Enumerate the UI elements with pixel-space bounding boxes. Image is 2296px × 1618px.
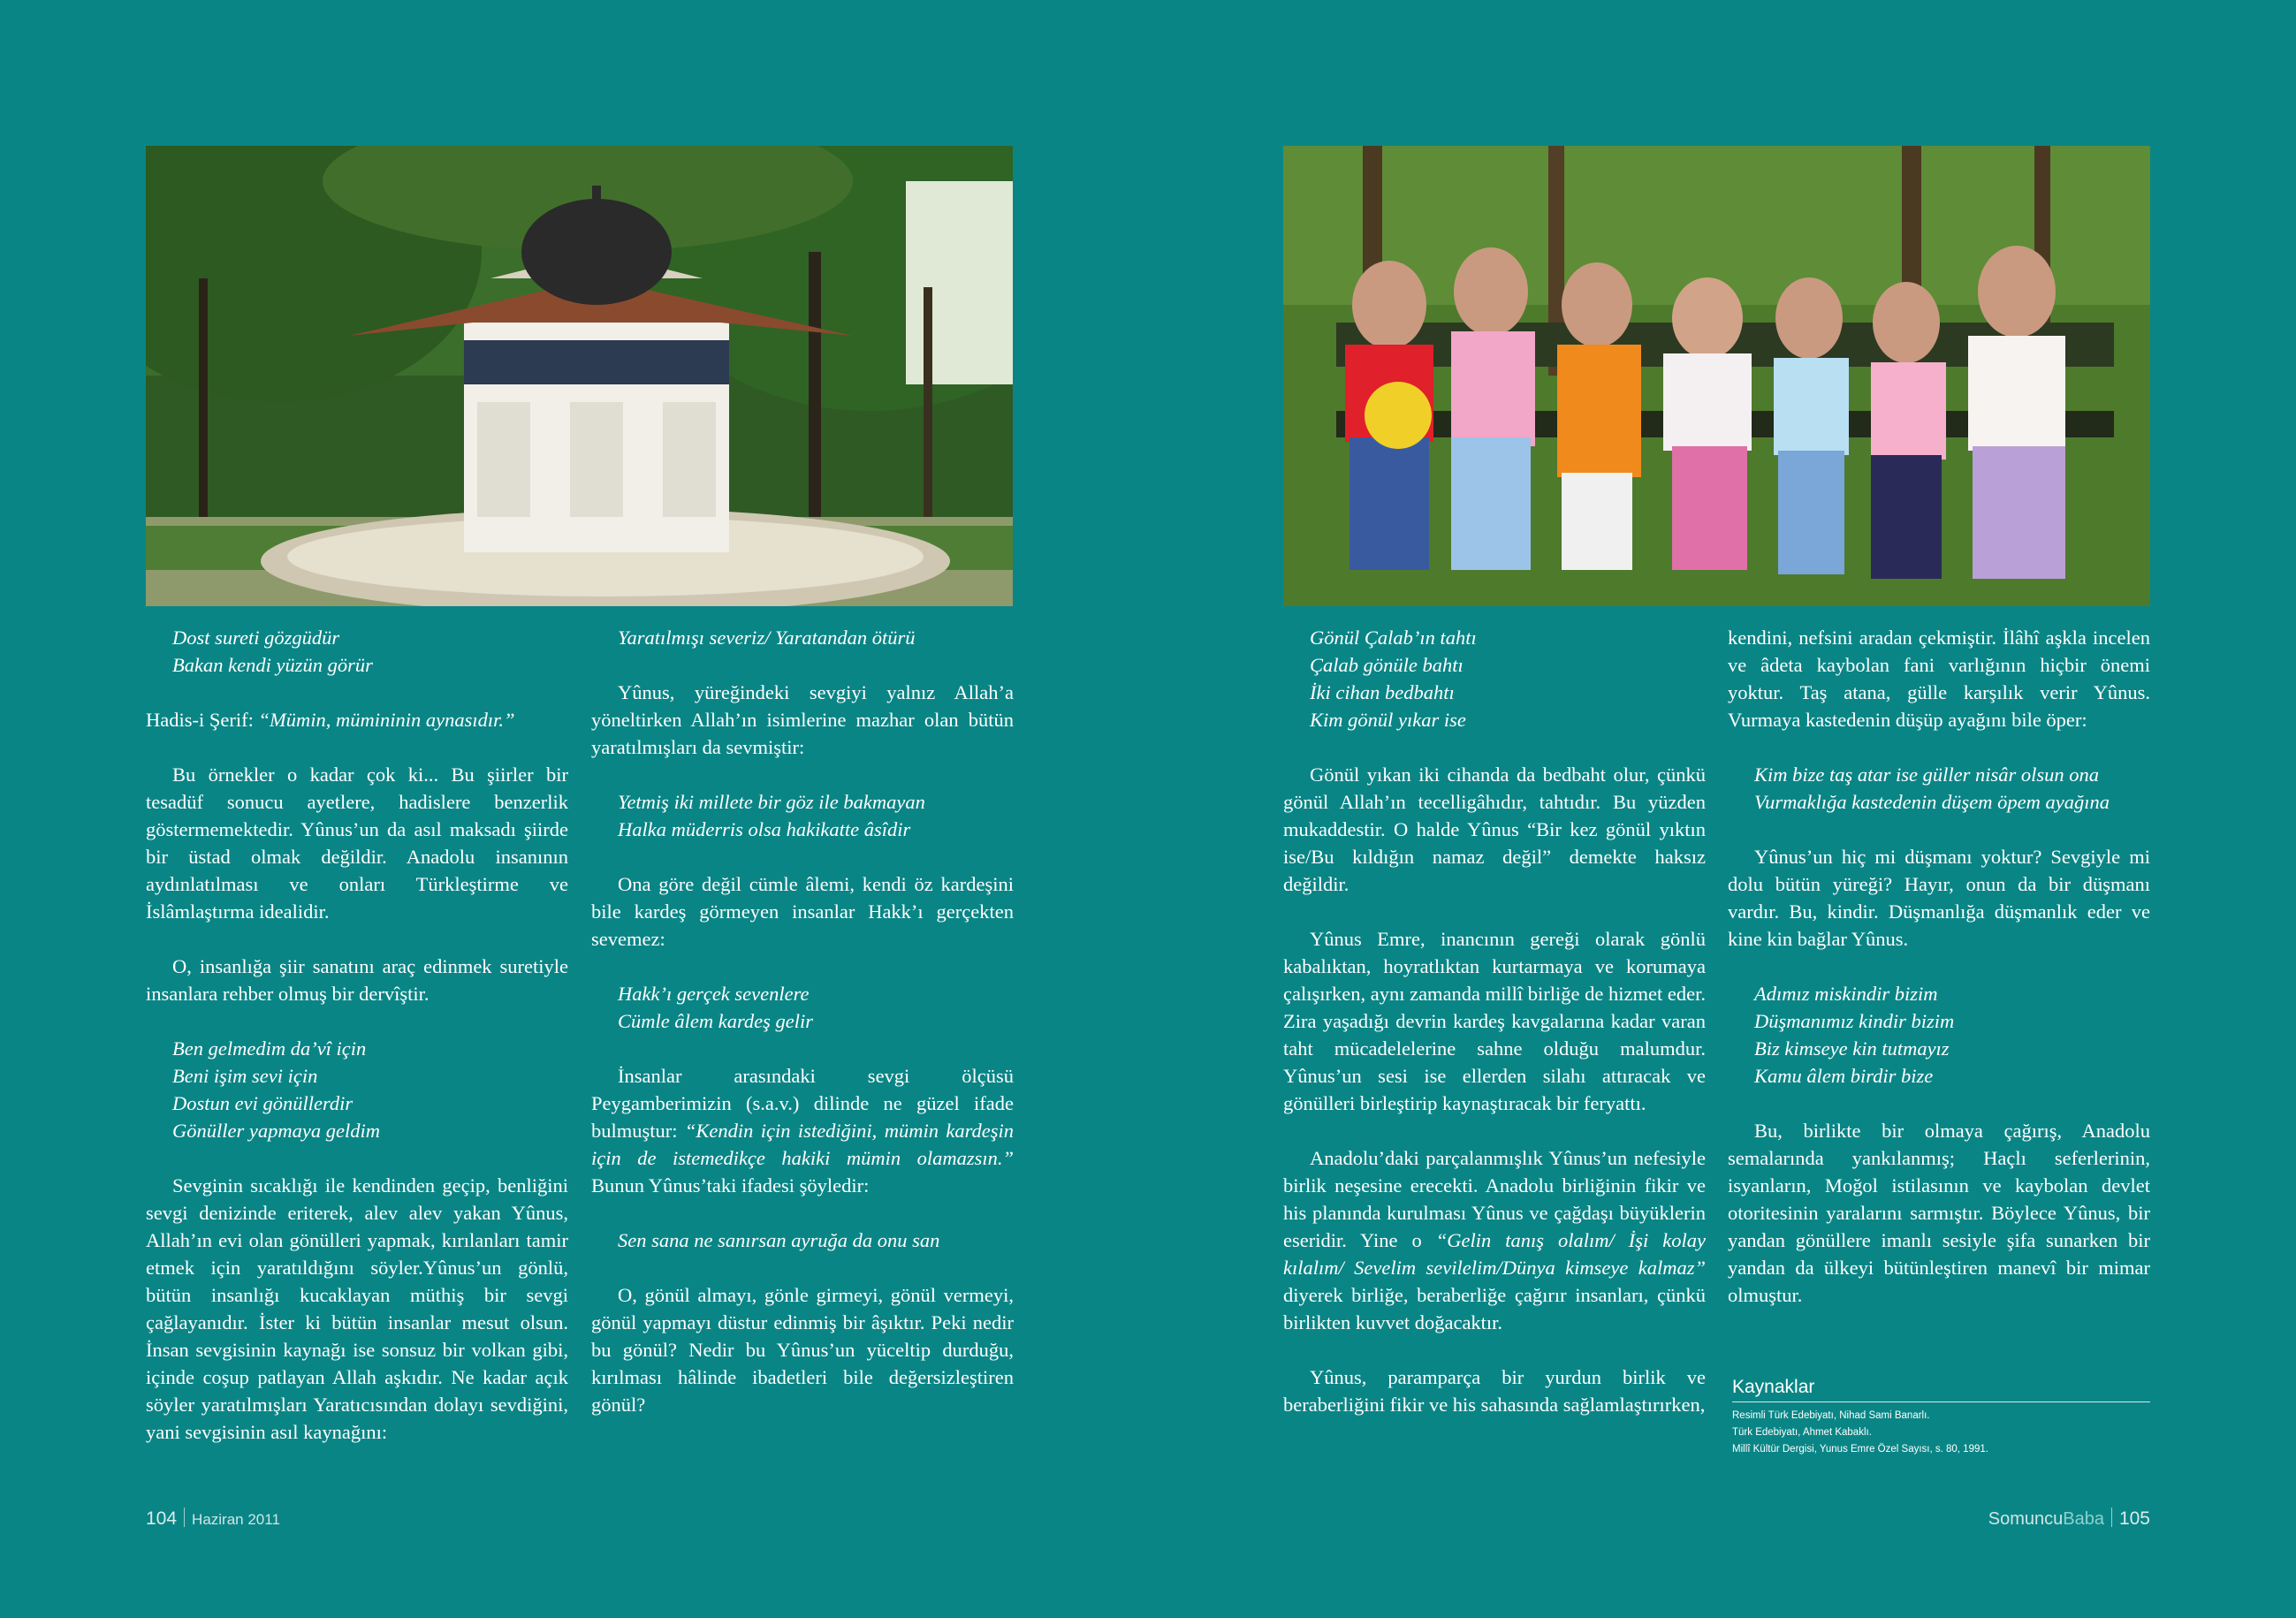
source-item: Türk Edebiyatı, Ahmet Kabaklı. bbox=[1732, 1427, 1872, 1438]
hadis-prefix: Hadis-i Şerif: bbox=[146, 709, 259, 731]
paragraph-gelin bbox=[1283, 1144, 1706, 1336]
footer-divider bbox=[2111, 1508, 2112, 1527]
source-item: Millî Kültür Dergisi, Yunus Emre Özel Sayısı, s. 80, 1991. bbox=[1732, 1444, 1988, 1455]
paragraph: Yûnus, yüreğindeki sevgiyi yalnız Allah’a yöneltirken Allah’ın isimlerine mazhar olan bütün yaratılmışları da sevmiştir: bbox=[591, 681, 1014, 758]
footer-right bbox=[1988, 1508, 2150, 1530]
poem-line: Adımız miskindir bizim bbox=[1754, 983, 1938, 1005]
paragraph: Yûnus’un hiç mi düşmanı yoktur? Sevgiyle mi dolu bütün yüreği? Hayır, onun da bir düşmanı vardır. Bu, kindir. Düşmanlığa düşmanlık eder ve kine kin bağlar Yûnus. bbox=[1728, 846, 2150, 950]
paragraph: Bu örnekler o kadar çok ki... Bu şiirler bir tesadüf sonucu ayetlere, hadislere benzerlik göstermemektedir. Yûnus’un da asıl maksadı şiirde bir üstad olmak değildir. Anadolu insanının aydınlatılması ve onları Türkleştirme ve İslâmlaştırma idealidir. bbox=[146, 763, 568, 923]
poem-line: Dost sureti gözgüdür bbox=[172, 627, 340, 649]
paragraph: O, gönül almayı, gönle girmeyi, gönül vermeyi, gönül yapmayı düstur edinmiş bir âşıktır. Peki nedir bu gönül? Nedir bu Yûnus’un yüceltip durduğu, kırılması hâlinde ibadetleri bile değersizleştiren gönül? bbox=[591, 1284, 1014, 1416]
sources-list bbox=[1732, 1408, 2150, 1458]
children-photo bbox=[1283, 146, 2150, 606]
text-part: Bunun Yûnus’taki ifadesi şöyledir: bbox=[591, 1174, 870, 1196]
poem-line: Bakan kendi yüzün görür bbox=[172, 654, 373, 676]
fountain-photo-graphic bbox=[146, 146, 1013, 606]
poem-line: Ben gelmedim da’vî için bbox=[172, 1037, 367, 1060]
poem-line: Çalab gönüle bahtı bbox=[1310, 654, 1464, 676]
paragraph: Yûnus, paramparça bir yurdun birlik ve beraberliğini fikir ve his sahasında sağlamlaştırırken, bbox=[1283, 1366, 1706, 1416]
poem-line: Vurmaklığa kastedenin düşem öpem ayağına bbox=[1754, 791, 2110, 813]
text-column-2 bbox=[591, 624, 1014, 1446]
hadis-quote: “Mümin, mümininin aynasıdır.” bbox=[258, 709, 515, 731]
poem-line: Düşmanımız kindir bizim bbox=[1754, 1010, 1955, 1032]
issue-date: Haziran 2011 bbox=[192, 1511, 280, 1528]
poem-yaratilmisi bbox=[618, 624, 1014, 651]
hadis-quote: “Kendin için istediğini, mümin kardeşin için de istemedikçe hakiki mümin olamazsın.” bbox=[591, 1120, 1014, 1169]
paragraph: Ona göre değil cümle âlemi, kendi öz kardeşini bile kardeş görmeyen insanlar Hakk’ı gerçekten sevemez: bbox=[591, 873, 1014, 950]
paragraph-hadis-2 bbox=[591, 1062, 1014, 1199]
poem-line: Gönüller yapmaya geldim bbox=[172, 1120, 380, 1142]
footer-left bbox=[146, 1508, 280, 1530]
text-column-4 bbox=[1728, 624, 2150, 1336]
poem-line: Halka müderris olsa hakikatte âsîdir bbox=[618, 818, 911, 840]
poem-line: Gönül Çalab’ın tahtı bbox=[1310, 627, 1477, 649]
paragraph: kendini, nefsini aradan çekmiştir. İlâhî aşkla incelen ve âdeta kaybolan fani varlığının hiçbir önemi yoktur. Taş atana, gülle karşılık verir Yûnus. Vurmaya kastedenin düşüp ayağını bile öper: bbox=[1728, 627, 2150, 731]
poem-line: Beni işim sevi için bbox=[172, 1065, 318, 1087]
poem-line: Kim bize taş atar ise güller nisâr olsun ona bbox=[1754, 763, 2100, 786]
paragraph: Yûnus Emre, inancının gereği olarak gönlü kabalıktan, hoyratlıktan kurtarmaya ve korumaya çalışırken, aynı zamanda millî birliğe de hizmet eder. Zira yaşadığı devrin kardeş kavgalarına kadar varan taht mücadelelerine sahne olduğu malumdur. Yûnus’un sesi ise ellerden silahı attıracak ve gönülleri birleştirip kaynaştıracak bir feryattı. bbox=[1283, 928, 1706, 1114]
text-part: diyerek birliğe, beraberliğe çağırır insanları, çünkü birlikten kuvvet doğacaktır. bbox=[1283, 1284, 1706, 1333]
paragraph: O, insanlığa şiir sanatını araç edinmek suretiyle insanlara rehber olmuş bir dervîştir. bbox=[146, 955, 568, 1005]
text-part: İnsanlar arasındaki sevgi ölçüsü Peygamberimizin (s.a.v.) dilinde ne güzel ifade bulmuştur: bbox=[591, 1065, 1014, 1142]
poem-kim-bize bbox=[1754, 761, 2150, 816]
poem-yetmis-iki bbox=[618, 788, 1014, 843]
text-column-1 bbox=[146, 624, 568, 1473]
magazine-name-a: Somuncu bbox=[1988, 1509, 2064, 1529]
children-photo-graphic bbox=[1283, 146, 2150, 606]
paragraph-hadis bbox=[146, 706, 568, 733]
poem-sen-sana bbox=[618, 1227, 1014, 1254]
poem-line: Sen sana ne sanırsan ayruğa da onu san bbox=[618, 1229, 940, 1251]
paragraph: Bu, birlikte bir olmaya çağırış, Anadolu semalarında yankılanmış; Haçlı seferlerinin, isyanların, Moğol istilasının ve kaybolan devlet otoritesinin yaralarını sarmıştır. Böylece Yûnus, bir yandan gönüllere imanlı sesiyle şifa sunarken bir yandan da ülkeyi bütünleştiren manevî bir mimar olmuştur. bbox=[1728, 1120, 2150, 1306]
poem-dost-sureti bbox=[172, 624, 568, 679]
poem-line: Yaratılmışı severiz/ Yaratandan ötürü bbox=[618, 627, 916, 649]
poem-adimiz-miskin bbox=[1754, 980, 2150, 1090]
page-number-right: 105 bbox=[2118, 1508, 2150, 1529]
poem-line: İki cihan bedbahtı bbox=[1310, 681, 1455, 703]
poem-quote: “Gelin tanış olalım/ İşi kolay kılalım/ Sevelim sevilelim/Dünya kimseye kalmaz” bbox=[1283, 1229, 1706, 1279]
poem-line: Biz kimseye kin tutmayız bbox=[1754, 1037, 1950, 1060]
poem-ben-gelmedim bbox=[172, 1035, 568, 1144]
poem-line: Yetmiş iki millete bir göz ile bakmayan bbox=[618, 791, 925, 813]
sources-title: Kaynaklar bbox=[1732, 1377, 2150, 1402]
paragraph: Sevginin sıcaklığı ile kendinden geçip, benliğini sevgi denizinde eriterek, alev alev yakan Yûnus, Allah’ın evi olan gönülleri yapmak, kırılanları tamir etmek için yaratıldığını söyler.Yûnus’un gönlü, bütün insanlığı kucaklayan müthiş bir sevgi çağlayanıdır. İster ki bütün insanlar mesut olsun. İnsan sevgisinin kaynağı ise sonsuz bir volkan gibi, içinde coşup patlayan Allah aşkıdır. Ne kadar açık söyler yaratılmışları Yaratıcısından dolayı sevdiğini, yani sevgisinin asıl kaynağını: bbox=[146, 1174, 568, 1443]
page-number-left: 104 bbox=[146, 1508, 178, 1529]
poem-line: Dostun evi gönüllerdir bbox=[172, 1092, 354, 1114]
footer-divider bbox=[184, 1508, 185, 1527]
text-part: Anadolu’daki parçalanmışlık Yûnus’un nefesiyle birlik neşesine erecekti. Anadolu birliğinin fikir ve his planında kurulması Yûnus ve çağdaşı büyüklerin eseridir. Yine o bbox=[1283, 1147, 1706, 1251]
poem-line: Hakk’ı gerçek sevenlere bbox=[618, 983, 810, 1005]
fountain-photo bbox=[146, 146, 1013, 606]
poem-gonul-calab bbox=[1310, 624, 1706, 733]
poem-line: Cümle âlem kardeş gelir bbox=[618, 1010, 814, 1032]
poem-line: Kim gönül yıkar ise bbox=[1310, 709, 1466, 731]
poem-line: Kamu âlem birdir bize bbox=[1754, 1065, 1934, 1087]
paragraph: Gönül yıkan iki cihanda da bedbaht olur, çünkü gönül Allah’ın tecelligâhıdır, tahtıdır. Bu yüzden mukaddestir. O halde Yûnus “Bir kez gönül yıktın ise/Bu kıldığın namaz değil” demekte haksız değildir. bbox=[1283, 763, 1706, 895]
poem-hakki-gercek bbox=[618, 980, 1014, 1035]
text-column-3 bbox=[1283, 624, 1706, 1446]
source-item: Resimli Türk Edebiyatı, Nihad Sami Banarlı. bbox=[1732, 1410, 1930, 1421]
sources-box bbox=[1732, 1377, 2150, 1458]
magazine-name-b: Baba bbox=[2063, 1509, 2104, 1529]
